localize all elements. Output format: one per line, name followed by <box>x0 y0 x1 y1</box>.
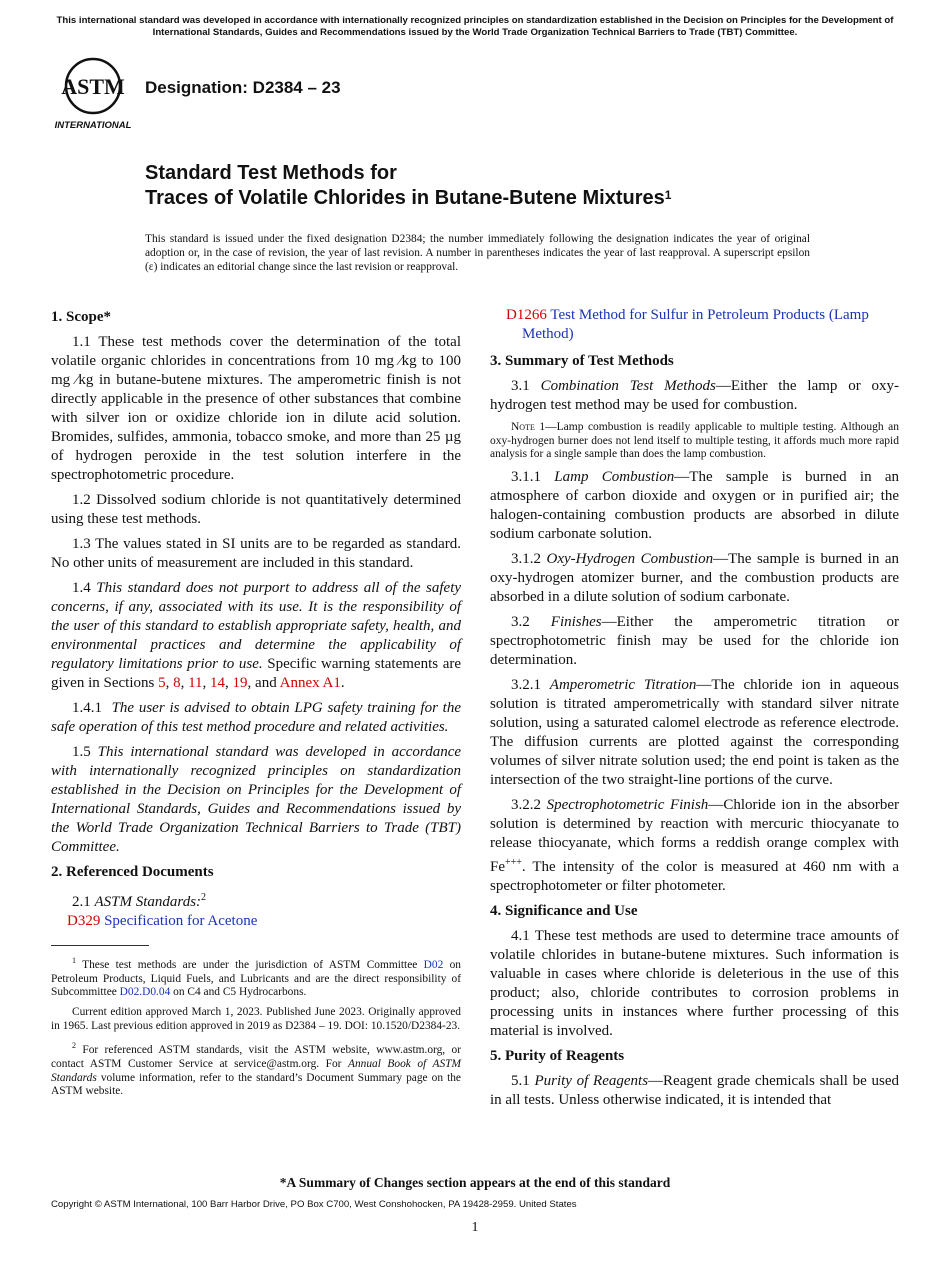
copyright: Copyright © ASTM International, 100 Barr Harbor Drive, PO Box C700, West Conshohocken, PA 19428-2959. United States <box>51 1199 577 1210</box>
section-link[interactable]: 5 <box>158 675 166 691</box>
paragraph: 1.2 Dissolved sodium chloride is not quantitatively determined using these test methods. <box>51 492 461 527</box>
paragraph: 1.4 This standard does not purport to address all of the safety concerns, if any, associated with its use. It is the responsibility of the user of this standard to establish appropriate safety, health, and environmental practices and determine the applicability of regulatory limitations prior to use. Specific warning statements are given in Sections 5, 8, 11, 14, 19, and Annex A1. <box>51 580 462 691</box>
section-heading: 1. Scope* <box>51 309 111 325</box>
footnote: $^1$ These test methods are under the jurisdiction of ASTM Committee D02 on Petroleum Products, Liquid Fuels, and Lubricants and are the direct responsibility of Subcommittee D02.D0.04 on C4 and C5 Hydrocarbons. <box>51 956 461 999</box>
committee-link[interactable]: D02 <box>423 958 444 971</box>
section-link[interactable]: 19 <box>232 675 248 691</box>
issuance-statement: This standard is issued under the fixed designation D2384; the number immediately following the designation indicates the year of original adoption or, in the case of revision, the year of last revision. A number in parentheses indicates the year of last reapproval. A superscript epsilon (ε) indicates an editorial change since the last revision or reapproval. <box>145 233 810 273</box>
section-link[interactable]: 8 <box>173 675 181 691</box>
reference-item[interactable]: D1266 Test Method for Sulfur in Petroleum Products (Lamp Method) <box>506 307 869 342</box>
footnote-divider <box>51 945 149 946</box>
section-heading: 3. Summary of Test Methods <box>490 353 674 369</box>
svg-text:ASTM: ASTM <box>61 74 125 99</box>
paragraph: 1.5 This international standard was developed in accordance with internationally recognized principles on standardization established in the Decision on Principles for the Development of International Standards, Guides and Recommendations issued by the World Trade Organization Technical Barriers to Trade (TBT) Committee. <box>51 744 462 855</box>
paragraph: 3.2 Finishes—Either the amperometric titration or spectrophotometric finish may be used for the chloride ion determination. <box>490 613 899 668</box>
paragraph: 3.1 Combination Test Methods—Either the lamp or oxy-hydrogen test method may be used for combustion. <box>490 378 899 413</box>
paragraph: 2.1 ASTM Standards:$^2$ <box>72 892 207 910</box>
footnote: Current edition approved March 1, 2023. Published June 2023. Originally approved in 1965. Last previous edition approved in 2019 as D2384 – 19. DOI: 10.1520/D2384-23. <box>51 1005 461 1032</box>
note: Note 1—Lamp combustion is readily applicable to multiple testing. Although an oxy-hydrogen burner does not lend itself to multiple testing, it affords much more rapid analysis for a single sample than does the lamp combustion. <box>490 421 900 460</box>
section-heading: 2. Referenced Documents <box>51 864 214 880</box>
paragraph: 3.1.1 Lamp Combustion—The sample is burned in an atmosphere of carbon dioxide and oxygen or in purified air; the halogen-containing combustion products are absorbed in dilute sodium carbonate solution. <box>490 468 900 542</box>
page-number: 1 <box>471 1220 479 1235</box>
subcommittee-link[interactable]: D02.D0.04 <box>119 986 171 999</box>
paragraph: 3.2.1 Amperometric Titration—The chloride ion in aqueous solution is titrated amperometrically with standard silver nitrate solution, using a saturated calomel electrode as reference electrode. The diffusion currents are plotted against the corresponding volumes of silver nitrate solution used; the end point is taken as the intersection of the two straight-line portions of the curve. <box>490 676 899 788</box>
paragraph: 1.4.1 The user is advised to obtain LPG safety training for the safe operation of this test method procedure and related activities. <box>51 700 462 735</box>
paragraph: 3.1.2 Oxy-Hydrogen Combustion—The sample is burned in an oxy-hydrogen atomizer burner, and the combustion products are absorbed in a dilute solution of sodium carbonate. <box>490 550 899 605</box>
paragraph: 5.1 Purity of Reagents—Reagent grade chemicals shall be used in all tests. Unless otherwise indicated, it is intended that <box>490 1072 899 1108</box>
paragraph: 1.1 These test methods cover the determination of the total volatile organic chlorides in concentrations from 10 mg ⁄kg to 100 mg ⁄kg in butane-butene mixtures. The amperometric finish is not directly applicable in the presence of other substances that combine with silver ion or oxidize chloride ion in dilute acid solution. Bromides, sulfides, ammonia, tobacco smoke, and more than 25 µg of hydrogen peroxide in the test solution interfere in the spectrophotometric procedure. <box>51 334 461 483</box>
left-column <box>51 306 461 1105</box>
designation: Designation: D2384 – 23 <box>145 78 341 97</box>
section-heading: 5. Purity of Reagents <box>490 1047 625 1064</box>
svg-text:INTERNATIONAL: INTERNATIONAL <box>54 120 132 131</box>
paragraph: 1.3 The values stated in SI units are to be regarded as standard. No other units of measurement are included in this standard. <box>51 536 461 571</box>
footnote: $^2$ For referenced ASTM standards, visit the ASTM website, www.astm.org, or contact ASTM Customer Service at service@astm.org. For Annual Book of ASTM Standards volume information, refer to the standard’s Document Summary page on the ASTM website. <box>51 1041 462 1098</box>
section-link[interactable]: 14 <box>210 675 226 691</box>
right-column <box>490 306 899 1116</box>
paragraph: 4.1 These test methods are used to determine trace amounts of volatile chlorides in butane-butene mixtures. Such information is valuable in cases where chloride is deleterious in the use of this product; also, chloride contributes to corrosion problems in processing units in instances where further processing of this material is involved. <box>490 927 899 1039</box>
reference-item[interactable]: D329 Specification for Acetone <box>67 913 258 929</box>
page-title: Standard Test Methods for Traces of Volatile Chlorides in Butane-Butene Mixtures$^1$ <box>145 162 672 209</box>
astm-logo-icon <box>52 56 134 132</box>
paragraph: 3.2.2 Spectrophotometric Finish—Chloride ion in the absorber solution is determined by reaction with mercuric thiocyanate to release thiocyanate, which forms a reddish orange complex with Fe+++. The intensity of the color is measured at 460 nm with a spectrophotometer or filter photometer. <box>490 796 900 894</box>
standard-notice: This international standard was developed in accordance with internationally recognized principles on standardization established in the Decision on Principles for the Development of International Standards, Guides and Recommendations issued by the World Trade Organization Technical Barriers to Trade (TBT) Committee. <box>56 15 894 38</box>
summary-of-changes-note: *A Summary of Changes section appears at the end of this standard <box>279 1175 671 1190</box>
section-link[interactable]: 11 <box>188 675 203 691</box>
section-heading: 4. Significance and Use <box>490 902 638 919</box>
annex-link[interactable]: Annex A1 <box>279 675 341 691</box>
astm-logo <box>52 56 134 132</box>
